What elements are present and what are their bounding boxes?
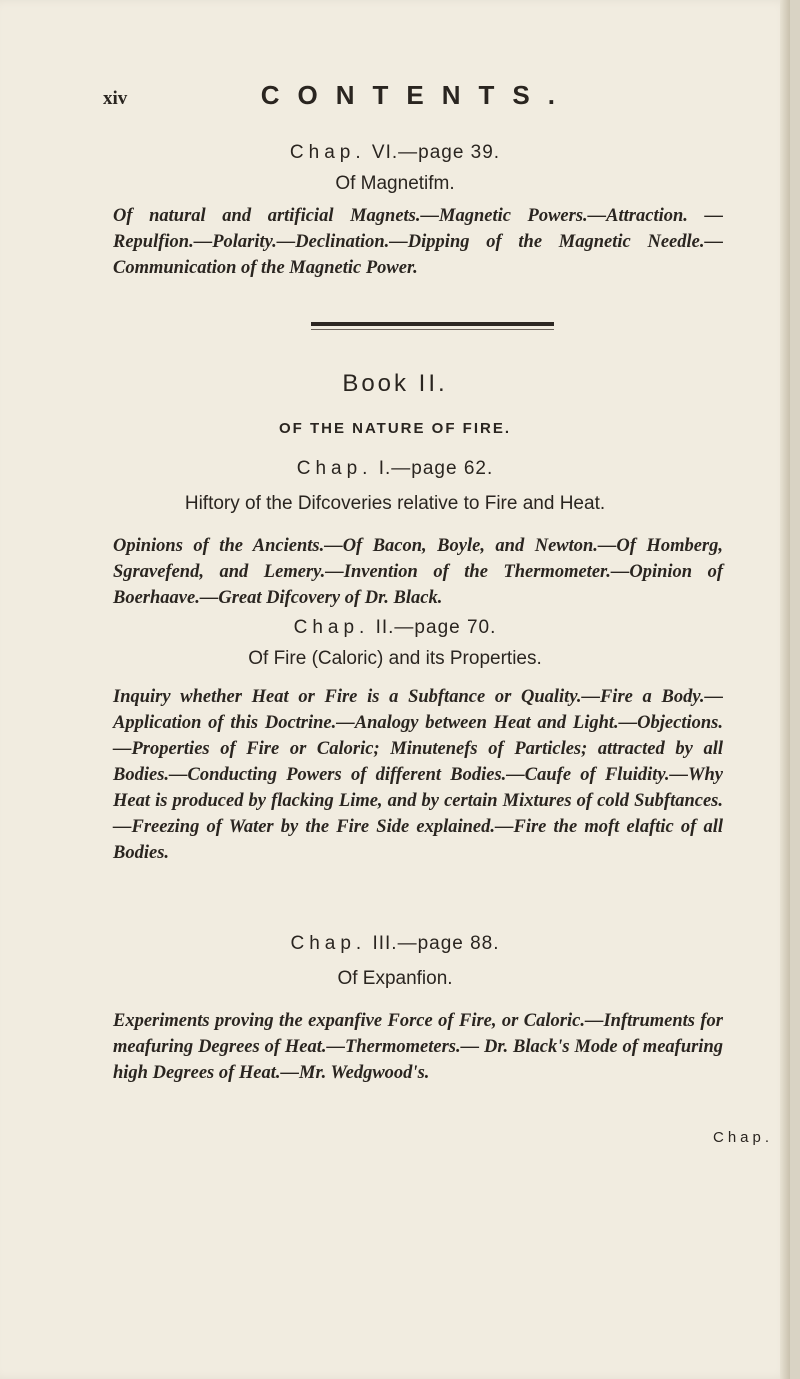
catchword: Chap.: [713, 1129, 774, 1146]
chapter-iii-heading: Chap. III.—page 88.: [290, 933, 500, 954]
chapter-iii-summary: Experiments proving the expanfive Force of Fire, or Caloric.—Inftruments for meafuring Degrees of Heat.—Thermometers.— Dr. Black's Mode of meafuring high Degrees of Heat.—Mr. Wedgwood's.: [113, 1011, 723, 1083]
chapter-ii-title: Of Fire (Caloric) and its Properties.: [248, 648, 542, 669]
chapter-i-title: Hiftory of the Difcoveries relative to Fire and Heat.: [184, 493, 606, 514]
page-number: xiv: [103, 88, 128, 109]
book-title: Book II.: [342, 370, 448, 397]
chapter-ii-summary: Inquiry whether Heat or Fire is a Subftance or Quality.—Fire a Body.—Application of this Doctrine.—Analogy between Heat and Light.—Objections.—Properties of Fire or Caloric; Minutenefs of Particles; attracted by all Bodies.—Conducting Powers of different Bodies.—Caufe of Fluidity.—Why Heat is produced by flacking Lime, and by certain Mixtures of cold Subftances.—Freezing of Water by the Fire Side explained.—Fire the moft elaftic of all Bodies.: [113, 687, 723, 863]
chapter-vi-title: Of Magnetifm.: [335, 173, 455, 194]
running-title: CONTENTS.: [260, 80, 573, 110]
chapter-i-heading: Chap. I.—page 62.: [296, 458, 494, 479]
chapter-i-summary: Opinions of the Ancients.—Of Bacon, Boyle, and Newton.—Of Homberg, Sgravefend, and Lemery.—Invention of the Thermometer.—Opinion of Boerhaave.—Great Difcovery of Dr. Black.: [113, 536, 723, 608]
book-part-title: OF THE NATURE OF FIRE.: [278, 420, 512, 437]
chapter-ii-heading: Chap. II.—page 70.: [293, 617, 497, 638]
chapter-iii-title: Of Expanfion.: [337, 968, 453, 989]
section-divider: [311, 322, 554, 326]
chapter-vi-summary: Of natural and artificial Magnets.—Magnetic Powers.—Attraction. —Repulfion.—Polarity.—Declination.—Dipping of the Magnetic Needle.—Communication of the Magnetic Power.: [113, 206, 723, 278]
running-head: [103, 80, 573, 111]
chapter-vi-heading: Chap. VI.—page 39.: [289, 142, 501, 163]
